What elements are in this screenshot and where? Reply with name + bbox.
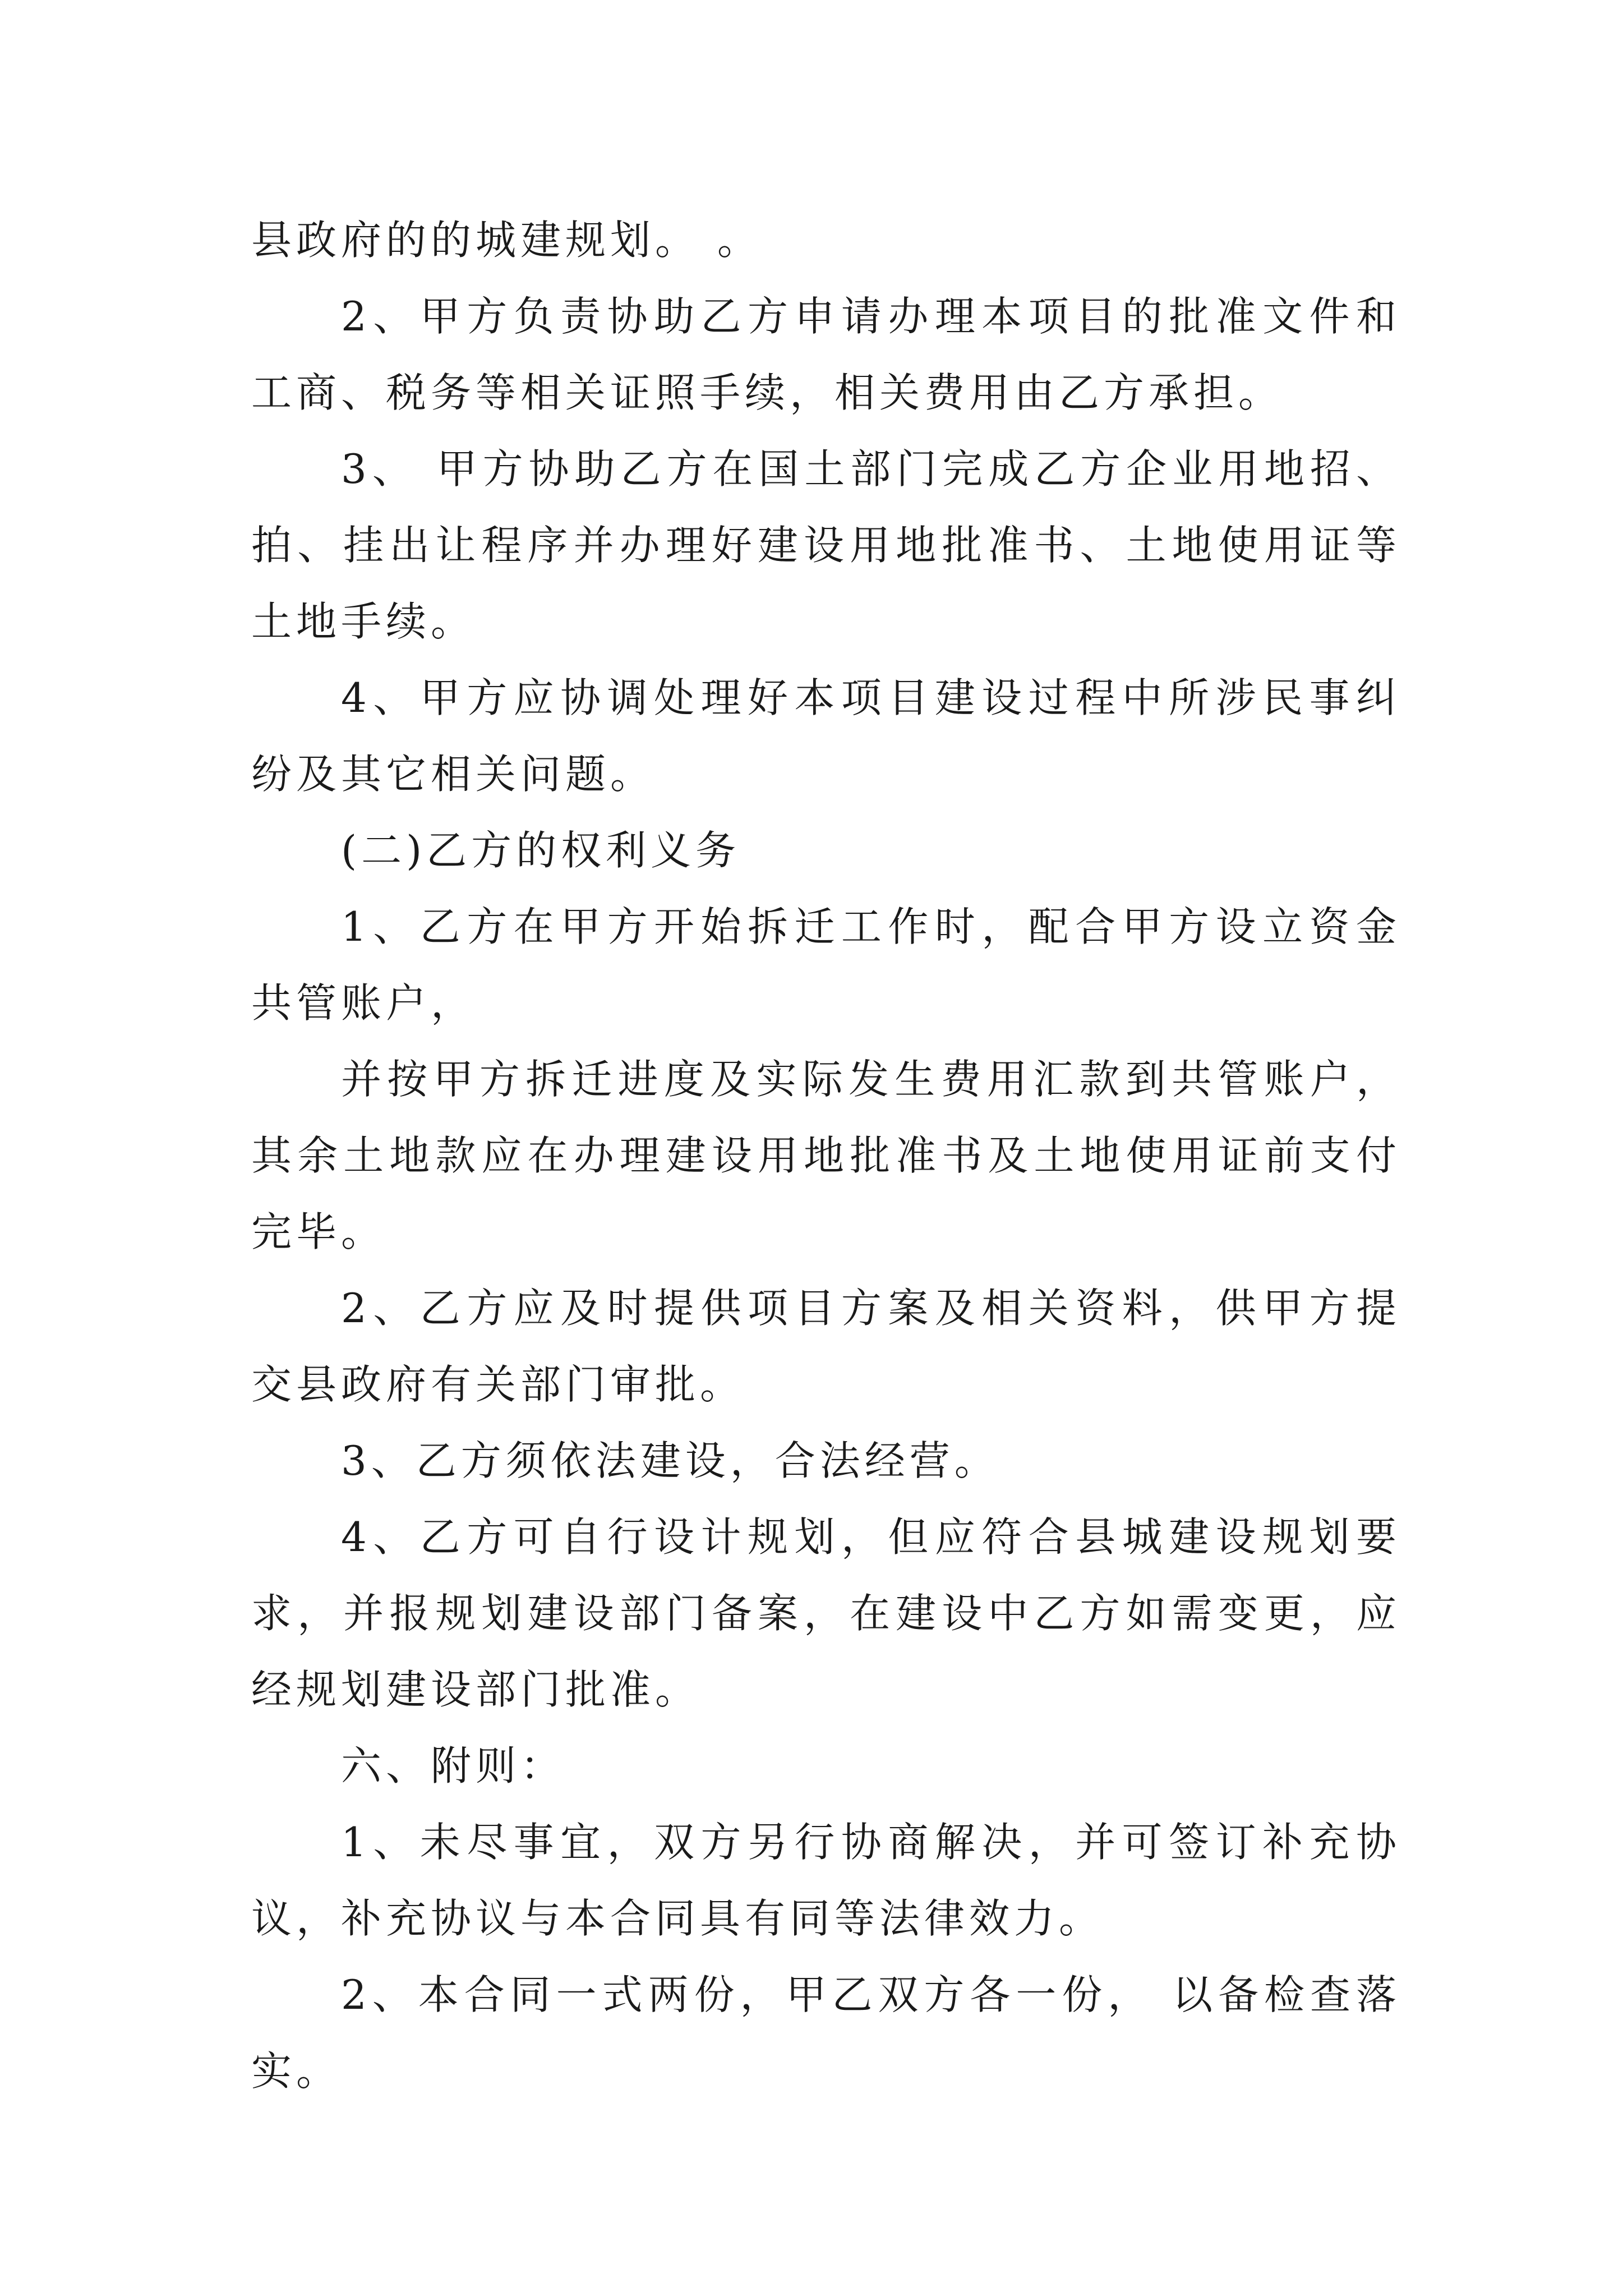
paragraph-party-a-item-4: 4、甲方应协调处理好本项目建设过程中所涉民事纠纷及其它相关问题。 <box>251 674 1401 798</box>
paragraph-party-b-item-1: 1、乙方在甲方开始拆迁工作时，配合甲方设立资金共管账户， <box>251 903 1401 1027</box>
paragraph-supplementary-item-1: 1、未尽事宜，双方另行协商解决，并可签订补充协议，补充协议与本合同具有同等法律效力。 <box>251 1819 1401 1942</box>
paragraph-party-b-item-2: 2、乙方应及时提供项目方案及相关资料，供甲方提交县政府有关部门审批。 <box>251 1285 1401 1408</box>
paragraph-party-a-item-2: 2、甲方负责协助乙方申请办理本项目的批准文件和工商、税务等相关证照手续，相关费用由乙方承担。 <box>251 293 1401 416</box>
paragraph-supplementary-item-2: 2、本合同一式两份，甲乙双方各一份， 以备检查落实。 <box>251 1971 1401 2095</box>
section-heading-supplementary: 六、附则： <box>341 1742 566 1789</box>
paragraph-party-b-item-3: 3、乙方须依法建设，合法经营。 <box>341 1437 999 1484</box>
document-body <box>251 202 1401 2109</box>
paragraph-party-b-item-4: 4、乙方可自行设计规划，但应符合县城建设规划要求，并报规划建设部门备案，在建设中乙方如需变更，应经规划建设部门批准。 <box>251 1513 1401 1713</box>
paragraph-continuation: 县政府的的城建规划。 。 <box>251 217 762 264</box>
paragraph-party-a-item-3: 3、 甲方协助乙方在国土部门完成乙方企业用地招、拍、挂出让程序并办理好建设用地批准书、土地使用证等土地手续。 <box>251 445 1401 645</box>
section-heading-party-b: (二)乙方的权利义务 <box>341 827 741 874</box>
paragraph-party-b-item-1-continued: 并按甲方拆迁进度及实际发生费用汇款到共管账户，其余土地款应在办理建设用地批准书及土地使用证前支付完毕。 <box>251 1056 1401 1255</box>
